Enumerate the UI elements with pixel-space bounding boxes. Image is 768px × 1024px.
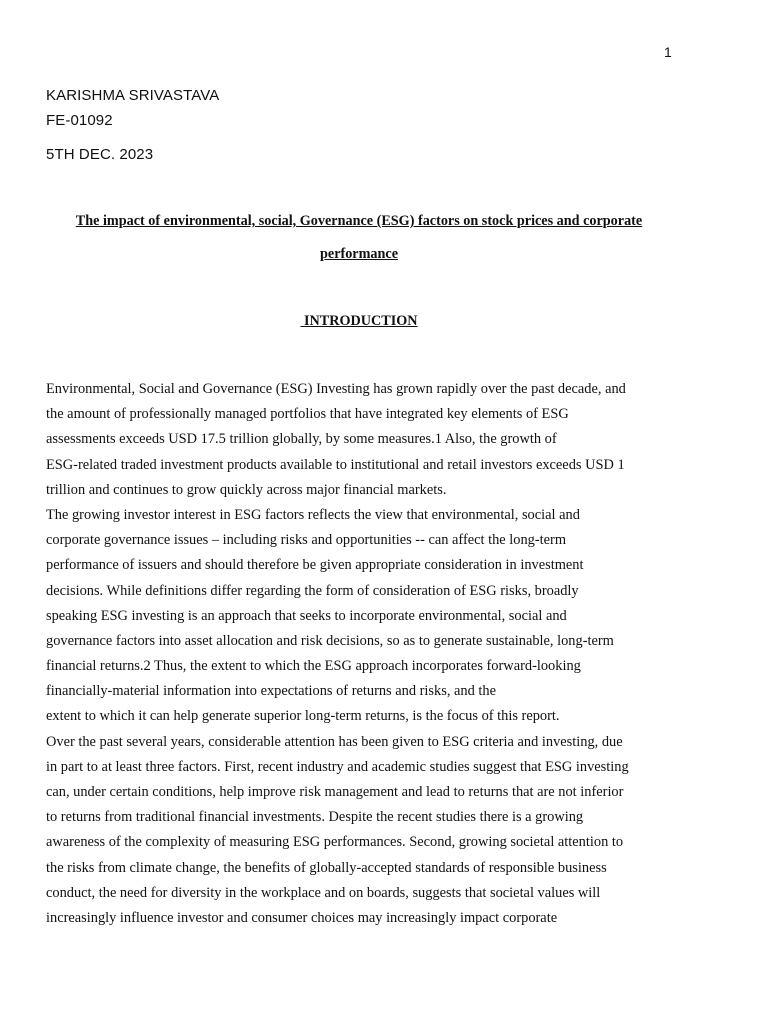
body-line: the risks from climate change, the benefits of globally-accepted standards of responsible business (46, 859, 607, 876)
body-line: the amount of professionally managed portfolios that have integrated key elements of ESG (46, 406, 569, 423)
document-title (46, 205, 672, 271)
body-line: extent to which it can help generate superior long-term returns, is the focus of this report. (46, 708, 560, 725)
title-line-1: The impact of environmental, social, Governance (ESG) factors on stock prices and corporate (75, 213, 643, 229)
author-name: KARISHMA SRIVASTAVA (46, 87, 220, 104)
body-line: Over the past several years, considerable attention has been given to ESG criteria and investing, due (46, 733, 623, 750)
body-line: decisions. While definitions differ regarding the form of consideration of ESG risks, broadly (46, 582, 579, 599)
body-paragraphs (46, 377, 686, 931)
document-date: 5TH DEC. 2023 (46, 146, 154, 163)
body-line: performance of issuers and should therefore be given appropriate consideration in investment (46, 557, 584, 574)
body-line: The growing investor interest in ESG factors reflects the view that environmental, social and (46, 506, 580, 523)
page-number: 1 (664, 44, 672, 60)
body-line: can, under certain conditions, help improve risk management and lead to returns that are not inferior (46, 784, 624, 800)
body-line: financial returns.2 Thus, the extent to which the ESG approach incorporates forward-looking (46, 658, 581, 675)
body-line: financially-material information into expectations of returns and risks, and the (46, 683, 496, 700)
body-line: speaking ESG investing is an approach that seeks to incorporate environmental, social and (46, 607, 567, 624)
body-line: awareness of the complexity of measuring ESG performances. Second, growing societal attention to (46, 834, 624, 851)
title-line-2: performance (320, 246, 398, 262)
body-line: Environmental, Social and Governance (ESG) Investing has grown rapidly over the past decade, and (46, 381, 626, 397)
section-heading-introduction: INTRODUCTION (300, 313, 418, 329)
body-line: in part to at least three factors. First, recent industry and academic studies suggest that ESG investing (46, 758, 629, 775)
body-line: governance factors into asset allocation and risk decisions, so as to generate sustainable, long-term (46, 632, 614, 649)
body-line: assessments exceeds USD 17.5 trillion globally, by some measures.1 Also, the growth of (46, 431, 557, 448)
body-line: trillion and continues to grow quickly across major financial markets. (46, 481, 447, 498)
roll-number: FE-01092 (46, 112, 113, 129)
body-line: corporate governance issues – including risks and opportunities -- can affect the long-term (46, 532, 567, 549)
body-line: ESG-related traded investment products available to institutional and retail investors exceeds USD 1 (46, 456, 625, 473)
body-line: increasingly influence investor and consumer choices may increasingly impact corporate (46, 909, 558, 926)
body-line: to returns from traditional financial investments. Despite the recent studies there is a growing (46, 809, 584, 826)
body-line: conduct, the need for diversity in the workplace and on boards, suggests that societal values will (46, 884, 601, 901)
